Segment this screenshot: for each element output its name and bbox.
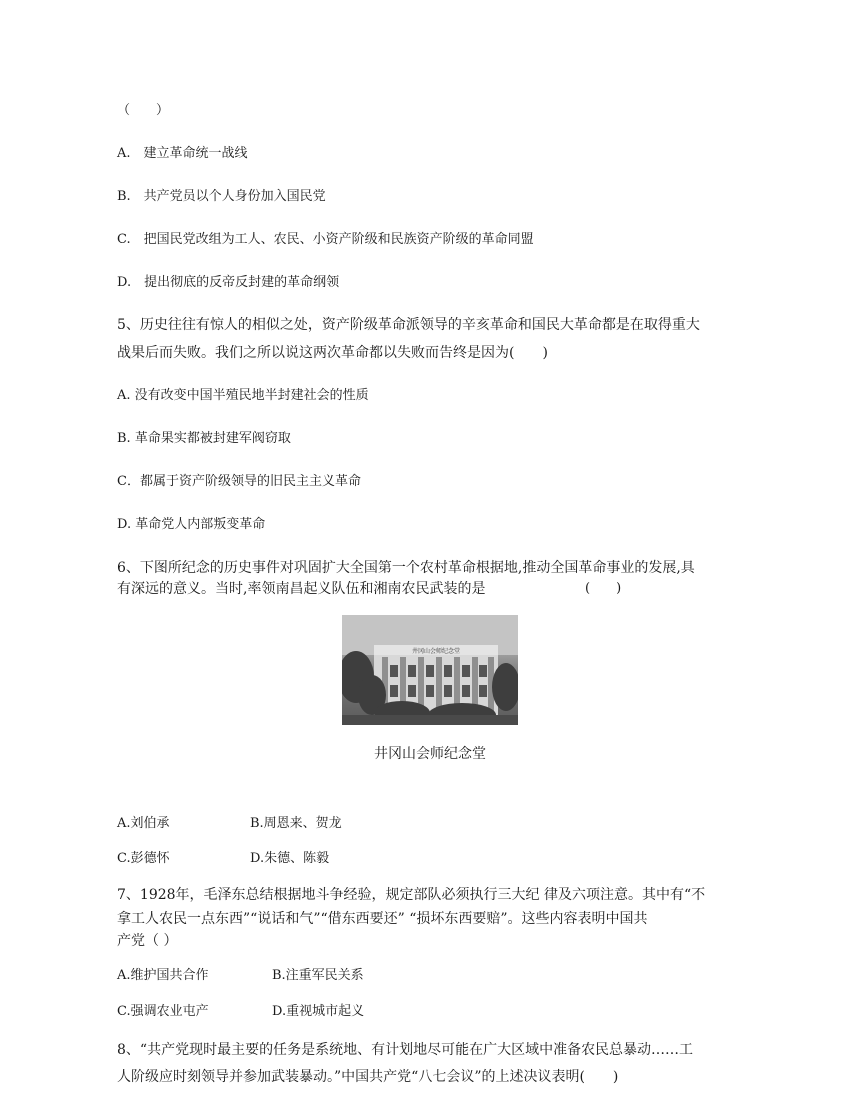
q7-option-b: B.注重军民关系 [272, 968, 364, 983]
memorial-hall-illustration [342, 615, 518, 725]
memorial-hall-sign: 井冈山会师纪念堂 [411, 648, 461, 655]
q6-option-a: A.刘伯承 [117, 816, 170, 831]
q8-stem-line-2: 人阶级应时刻领导并参加武装暴动。”中国共产党“八七会议”的上述决议表明( ) [117, 1069, 619, 1085]
q5-stem-line-2: 战果后而失败。我们之所以说这两次革命都以失败而告终是因为( ) [117, 345, 548, 361]
photo-caption: 井冈山会师纪念堂 [374, 746, 486, 762]
q6-stem-line-1: 6、下图所纪念的历史事件对巩固扩大全国第一个农村革命根据地,推动全国革命事业的发展,具 [117, 560, 695, 576]
q7-stem-line-2: 拿工人农民一点东西”“说话和气”“借东西要还” “损坏东西要赔”。这些内容表明中国共 [117, 911, 648, 927]
q4-option-b: B. 共产党员以个人身份加入国民党 [117, 189, 326, 204]
q6-answer-blank: ( ) [585, 581, 622, 596]
q4-option-a: A. 建立革命统一战线 [117, 146, 248, 161]
q5-stem-line-1: 5、历史往往有惊人的相似之处，资产阶级革命派领导的辛亥革命和国民大革命都是在取得重大 [117, 317, 700, 333]
q5-option-b: B. 革命果实都被封建军阀窃取 [117, 431, 291, 446]
q4-answer-blank: （ ） [117, 103, 170, 118]
q5-option-a: A. 没有改变中国半殖民地半封建社会的性质 [117, 388, 369, 403]
q4-option-c: C. 把国民党改组为工人、农民、小资产阶级和民族资产阶级的革命同盟 [117, 232, 534, 247]
q5-option-d: D. 革命党人内部叛变革命 [117, 517, 266, 532]
q5-option-c: C．都属于资产阶级领导的旧民主主义革命 [117, 474, 361, 489]
q6-option-b: B.周恩来、贺龙 [250, 816, 342, 831]
q7-stem-line-3: 产党（ ） [117, 933, 178, 949]
memorial-hall-photo [342, 615, 518, 725]
q6-stem-line-2: 有深远的意义。当时,率领南昌起义队伍和湘南农民武装的是 [117, 581, 486, 597]
q7-option-c: C.强调农业屯产 [117, 1004, 209, 1019]
q7-option-d: D.重视城市起义 [272, 1004, 365, 1019]
q4-option-d: D. 提出彻底的反帝反封建的革命纲领 [117, 275, 340, 290]
q6-option-c: C.彭德怀 [117, 851, 170, 866]
q6-option-d: D.朱德、陈毅 [250, 851, 330, 866]
q7-stem-line-1: 7、1928年，毛泽东总结根据地斗争经验，规定部队必须执行三大纪 律及六项注意。其中有“不 [117, 887, 706, 903]
q8-stem-line-1: 8、“共产党现时最主要的任务是系统地、有计划地尽可能在广大区域中准备农民总暴动……工 [117, 1042, 694, 1058]
q7-option-a: A.维护国共合作 [117, 968, 209, 983]
